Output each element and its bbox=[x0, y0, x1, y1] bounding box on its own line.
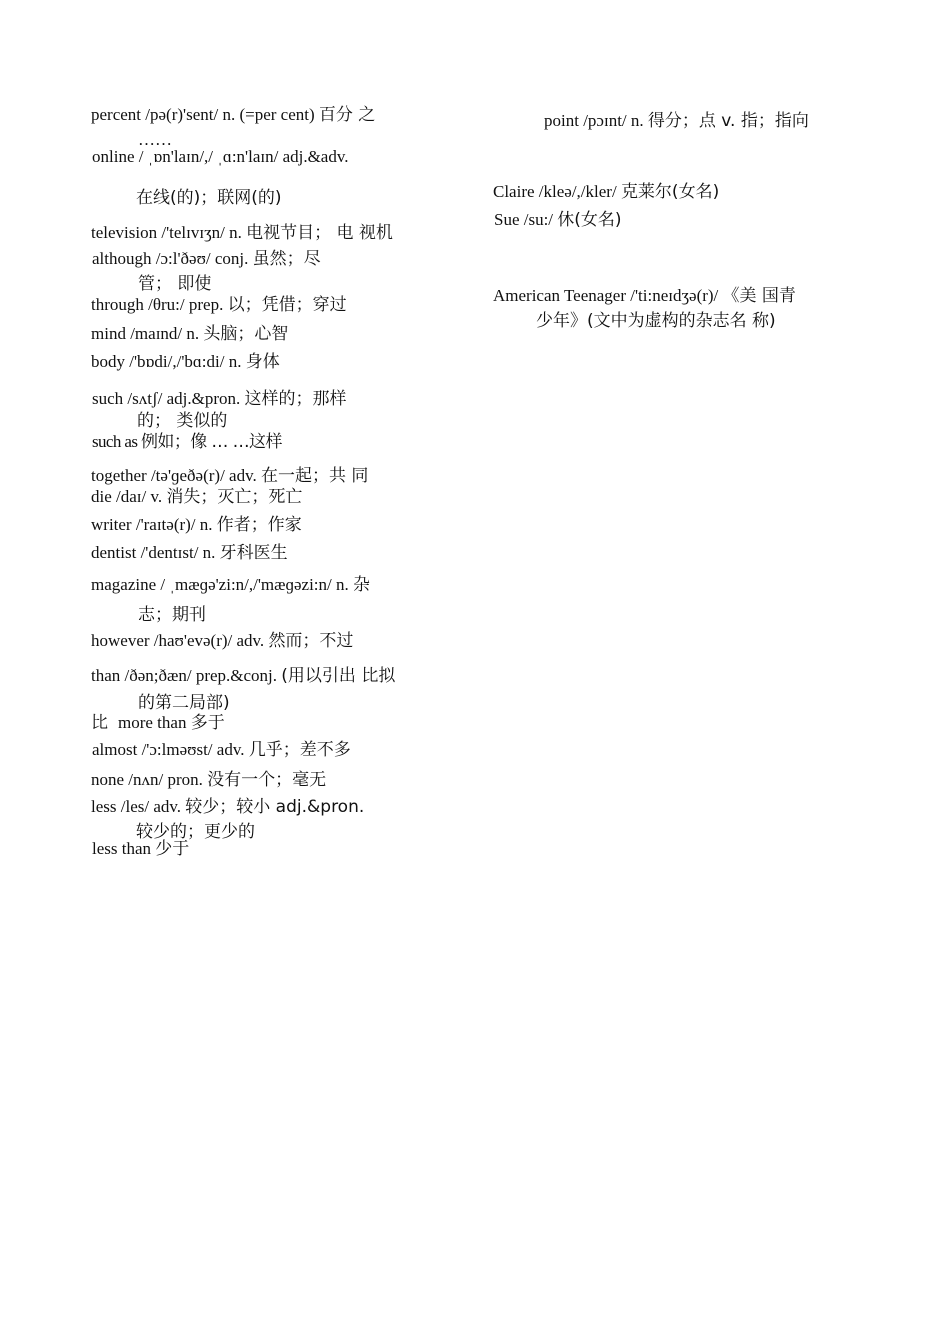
entry-less-cont: 较少的；更少的 bbox=[136, 822, 255, 842]
entry-percent-cont: …… bbox=[138, 130, 172, 149]
entry-writer: writer /'raɪtə(r)/ n. 作者；作家 bbox=[91, 515, 302, 535]
entry-online-cont: 在线(的)；联网(的) bbox=[136, 188, 282, 208]
entry-through: through /θru:/ prep. 以；凭借；穿过 bbox=[91, 295, 347, 315]
entry-american-teenager-cont: 少年》(文中为虚构的杂志名 称) bbox=[536, 311, 776, 331]
entry-sue: Sue /su:/ 休(女名) bbox=[494, 210, 622, 230]
entry-less-than: less than 少于 bbox=[92, 839, 190, 859]
entry-magazine: magazine / ˌmæɡə'zi:n/,/'mæɡəzi:n/ n. 杂 bbox=[91, 575, 371, 595]
entry-although: although /ɔ:l'ðəʊ/ conj. 虽然；尽 bbox=[92, 249, 321, 269]
entry-almost: almost /'ɔ:lməʊst/ adv. 几乎；差不多 bbox=[92, 740, 351, 760]
entry-more-than: 比 more than 多于 bbox=[91, 713, 225, 733]
entry-together: together /tə'ɡeðə(r)/ adv. 在一起；共 同 bbox=[91, 466, 369, 486]
entry-percent: percent /pə(r)'sent/ n. (=per cent) 百分 之 bbox=[91, 105, 376, 125]
entry-point: point /pɔɪnt/ n. 得分；点 v. 指；指向 bbox=[544, 111, 809, 131]
entry-although-cont: 管； 即使 bbox=[138, 274, 212, 294]
entry-however: however /haʊ'evə(r)/ adv. 然而；不过 bbox=[91, 631, 354, 651]
entry-than: than /ðən;ðæn/ prep.&conj. (用以引出 比拟 bbox=[91, 666, 396, 686]
entry-body: body /'bɒdi/,/'bɑ:di/ n. 身体 bbox=[91, 352, 280, 372]
entry-such-cont: 的； 类似的 bbox=[137, 411, 228, 431]
entry-television: television /'telɪvɪʒn/ n. 电视节目； 电 视机 bbox=[91, 223, 393, 243]
entry-die: die /daɪ/ v. 消失；灭亡；死亡 bbox=[91, 487, 303, 507]
entry-mind: mind /maɪnd/ n. 头脑；心智 bbox=[91, 324, 289, 344]
entry-none: none /nʌn/ pron. 没有一个；毫无 bbox=[91, 770, 327, 790]
entry-magazine-cont: 志；期刊 bbox=[138, 605, 206, 625]
entry-dentist: dentist /'dentɪst/ n. 牙科医生 bbox=[91, 543, 288, 563]
entry-than-cont: 的第二局部) bbox=[138, 693, 230, 713]
entry-claire: Claire /kleə/,/kler/ 克莱尔(女名) bbox=[493, 182, 720, 202]
entry-less: less /les/ adv. 较少；较小 adj.&pron. bbox=[91, 797, 365, 817]
entry-american-teenager: American Teenager /'ti:neɪdʒə(r)/ 《美 国青 bbox=[493, 286, 796, 306]
entry-such-as: such as 例如；像 … …这样 bbox=[92, 432, 282, 452]
entry-such: such /sʌtʃ/ adj.&pron. 这样的；那样 bbox=[92, 389, 347, 409]
entry-online: online / ˌɒn'laɪn/,/ ˌɑ:n'laɪn/ adj.&adv. bbox=[92, 147, 349, 166]
